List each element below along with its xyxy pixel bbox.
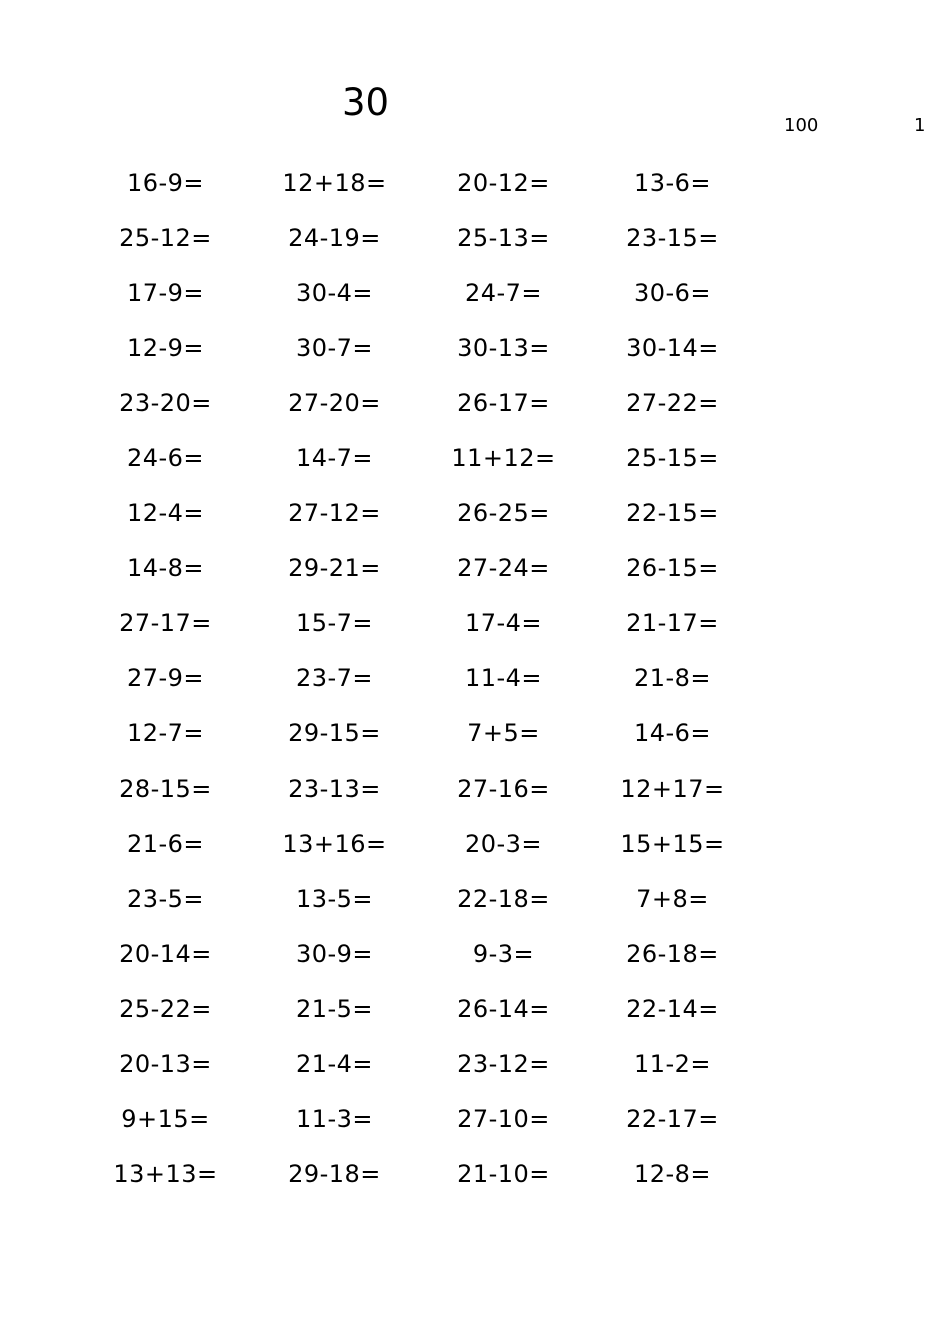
arithmetic-problem: 13-6= <box>633 168 712 197</box>
arithmetic-problem: 26-17= <box>457 388 550 417</box>
arithmetic-problem: 23-5= <box>126 884 205 913</box>
arithmetic-problem: 27-9= <box>126 664 205 693</box>
arithmetic-problem: 21-6= <box>126 829 205 858</box>
arithmetic-problem: 21-8= <box>633 664 712 693</box>
arithmetic-problem: 13+16= <box>282 829 387 858</box>
arithmetic-problem: 28-15= <box>119 774 212 803</box>
arithmetic-problem: 23-12= <box>457 1050 550 1079</box>
problem-grid <box>81 155 758 1202</box>
arithmetic-problem: 24-6= <box>126 444 205 473</box>
arithmetic-problem: 11+12= <box>451 444 556 473</box>
arithmetic-problem: 26-15= <box>626 554 719 583</box>
problem-count: 100 <box>784 115 819 136</box>
worksheet-title: 30 <box>342 81 390 124</box>
arithmetic-problem: 17-4= <box>464 609 543 638</box>
arithmetic-problem: 23-13= <box>288 774 381 803</box>
arithmetic-problem: 25-22= <box>119 994 212 1023</box>
arithmetic-problem: 24-7= <box>464 278 543 307</box>
arithmetic-problem: 22-17= <box>626 1105 719 1134</box>
arithmetic-problem: 30-13= <box>457 333 550 362</box>
arithmetic-problem: 27-24= <box>457 554 550 583</box>
arithmetic-problem: 13-5= <box>295 884 374 913</box>
arithmetic-problem: 27-20= <box>288 388 381 417</box>
arithmetic-problem: 24-19= <box>288 223 381 252</box>
arithmetic-problem: 14-8= <box>126 554 205 583</box>
arithmetic-problem: 29-21= <box>288 554 381 583</box>
arithmetic-problem: 21-17= <box>626 609 719 638</box>
arithmetic-problem: 16-9= <box>126 168 205 197</box>
arithmetic-problem: 22-15= <box>626 499 719 528</box>
arithmetic-problem: 29-18= <box>288 1160 381 1189</box>
arithmetic-problem: 20-3= <box>464 829 543 858</box>
arithmetic-problem: 21-4= <box>295 1050 374 1079</box>
arithmetic-problem: 26-14= <box>457 994 550 1023</box>
arithmetic-problem: 22-18= <box>457 884 550 913</box>
page-number: 1 <box>914 115 926 136</box>
arithmetic-problem: 30-4= <box>295 278 374 307</box>
arithmetic-problem: 11-3= <box>295 1105 374 1134</box>
arithmetic-problem: 27-12= <box>288 499 381 528</box>
arithmetic-problem: 21-10= <box>457 1160 550 1189</box>
arithmetic-problem: 7+8= <box>636 884 709 913</box>
arithmetic-problem: 30-6= <box>633 278 712 307</box>
arithmetic-problem: 21-5= <box>295 994 374 1023</box>
arithmetic-problem: 11-2= <box>633 1050 712 1079</box>
arithmetic-problem: 15-7= <box>295 609 374 638</box>
arithmetic-problem: 30-9= <box>295 939 374 968</box>
arithmetic-problem: 22-14= <box>626 994 719 1023</box>
arithmetic-problem: 23-20= <box>119 388 212 417</box>
arithmetic-problem: 27-10= <box>457 1105 550 1134</box>
arithmetic-problem: 30-7= <box>295 333 374 362</box>
arithmetic-problem: 20-14= <box>119 939 212 968</box>
arithmetic-problem: 23-7= <box>295 664 374 693</box>
arithmetic-problem: 20-12= <box>457 168 550 197</box>
arithmetic-problem: 12-8= <box>633 1160 712 1189</box>
arithmetic-problem: 27-16= <box>457 774 550 803</box>
arithmetic-problem: 25-15= <box>626 444 719 473</box>
arithmetic-problem: 27-22= <box>626 388 719 417</box>
arithmetic-problem: 14-7= <box>295 444 374 473</box>
arithmetic-problem: 12+17= <box>620 774 725 803</box>
arithmetic-problem: 17-9= <box>126 278 205 307</box>
arithmetic-problem: 29-15= <box>288 719 381 748</box>
arithmetic-problem: 26-18= <box>626 939 719 968</box>
arithmetic-problem: 27-17= <box>119 609 212 638</box>
arithmetic-problem: 9+15= <box>121 1105 210 1134</box>
arithmetic-problem: 14-6= <box>633 719 712 748</box>
arithmetic-problem: 30-14= <box>626 333 719 362</box>
arithmetic-problem: 20-13= <box>119 1050 212 1079</box>
arithmetic-problem: 12+18= <box>282 168 387 197</box>
arithmetic-problem: 11-4= <box>464 664 543 693</box>
arithmetic-problem: 26-25= <box>457 499 550 528</box>
arithmetic-problem: 12-7= <box>126 719 205 748</box>
arithmetic-problem: 12-9= <box>126 333 205 362</box>
arithmetic-problem: 25-12= <box>119 223 212 252</box>
arithmetic-problem: 13+13= <box>113 1160 218 1189</box>
arithmetic-problem: 7+5= <box>467 719 540 748</box>
arithmetic-problem: 25-13= <box>457 223 550 252</box>
arithmetic-problem: 9-3= <box>472 939 535 968</box>
arithmetic-problem: 12-4= <box>126 499 205 528</box>
arithmetic-problem: 23-15= <box>626 223 719 252</box>
arithmetic-problem: 15+15= <box>620 829 725 858</box>
